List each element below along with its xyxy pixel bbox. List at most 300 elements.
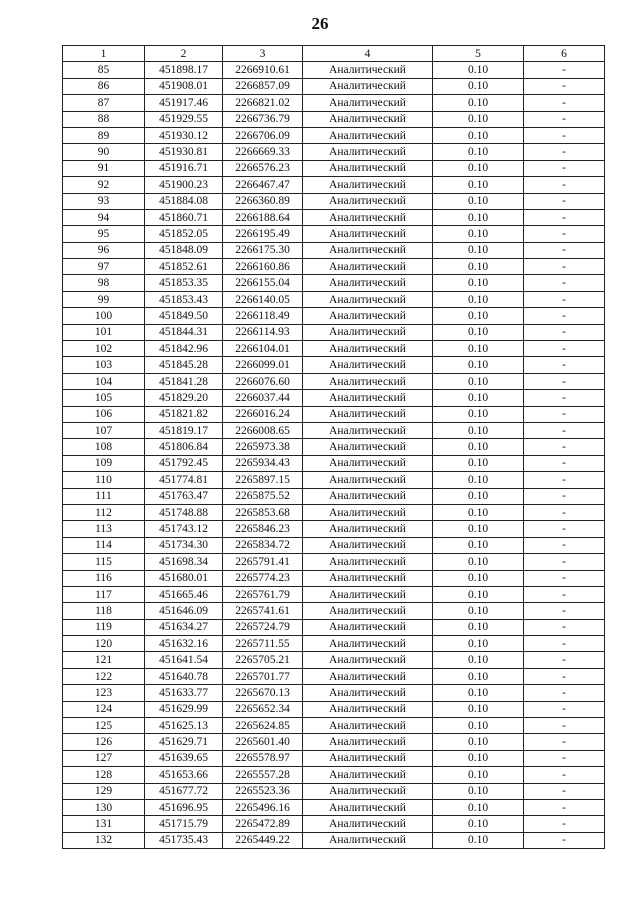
table-cell: Аналитический [303,488,433,504]
table-cell: Аналитический [303,521,433,537]
table-cell: 0.10 [433,242,524,258]
table-cell: Аналитический [303,193,433,209]
table-cell: 0.10 [433,537,524,553]
table-row [63,685,605,701]
table-row [63,275,605,291]
table-cell: 451806.84 [145,439,223,455]
table-cell: 451852.61 [145,259,223,275]
table-cell: 122 [63,668,145,684]
table-cell: 2266175.30 [223,242,303,258]
table-cell: 2265601.40 [223,734,303,750]
table-cell: 451653.66 [145,767,223,783]
table-row [63,62,605,78]
table-cell: 2265449.22 [223,832,303,848]
table-cell: Аналитический [303,685,433,701]
table-cell: 2265761.79 [223,586,303,602]
table-cell: 0.10 [433,586,524,602]
table-cell: 132 [63,832,145,848]
table-row [63,521,605,537]
table-cell: 0.10 [433,603,524,619]
table-cell: - [524,439,605,455]
table-cell: 0.10 [433,62,524,78]
table-body [63,46,605,849]
table-cell: 2266467.47 [223,177,303,193]
table-cell: 451680.01 [145,570,223,586]
table-row [63,799,605,815]
table-cell: 0.10 [433,259,524,275]
table-row [63,406,605,422]
table-row [63,734,605,750]
table-row [63,439,605,455]
table-cell: 111 [63,488,145,504]
table-cell: 451930.81 [145,144,223,160]
table-cell: Аналитический [303,177,433,193]
table-cell: 0.10 [433,767,524,783]
table-cell: Аналитический [303,209,433,225]
table-cell: 105 [63,390,145,406]
table-cell: 2266857.09 [223,78,303,94]
table-cell: Аналитический [303,160,433,176]
table-cell: 0.10 [433,341,524,357]
table-cell: 451743.12 [145,521,223,537]
table-row [63,570,605,586]
table-row [63,341,605,357]
table-cell: 2265670.13 [223,685,303,701]
table-cell: Аналитический [303,668,433,684]
table-cell: 0.10 [433,111,524,127]
table-cell: 2265791.41 [223,554,303,570]
table-cell: - [524,357,605,373]
table-cell: 451844.31 [145,324,223,340]
table-cell: 88 [63,111,145,127]
table-cell: 0.10 [433,95,524,111]
table-cell: 451849.50 [145,308,223,324]
table-row [63,504,605,520]
table-cell: 85 [63,62,145,78]
table-cell: Аналитический [303,291,433,307]
table-cell: 451916.71 [145,160,223,176]
table-cell: 87 [63,95,145,111]
table-cell: - [524,291,605,307]
table-cell: 451848.09 [145,242,223,258]
table-row [63,767,605,783]
table-cell: 451639.65 [145,750,223,766]
table-cell: 0.10 [433,422,524,438]
table-cell: 128 [63,767,145,783]
table-cell: Аналитический [303,652,433,668]
table-cell: 0.10 [433,160,524,176]
table-cell: Аналитический [303,537,433,553]
table-cell: 2265973.38 [223,439,303,455]
table-cell: 2266118.49 [223,308,303,324]
table-cell: - [524,390,605,406]
table-cell: 451632.16 [145,636,223,652]
table-cell: Аналитический [303,111,433,127]
table-cell: Аналитический [303,767,433,783]
table-cell: 0.10 [433,439,524,455]
column-header: 1 [63,46,145,62]
table-cell: - [524,767,605,783]
table-row [63,111,605,127]
table-cell: 2265724.79 [223,619,303,635]
table-cell: - [524,455,605,471]
table-cell: - [524,422,605,438]
table-cell: 2265846.23 [223,521,303,537]
table-row [63,357,605,373]
table-cell: 2266360.89 [223,193,303,209]
table-cell: - [524,816,605,832]
table-cell: Аналитический [303,144,433,160]
table-row [63,718,605,734]
table-row [63,373,605,389]
table-cell: 0.10 [433,390,524,406]
table-cell: 2265853.68 [223,504,303,520]
page-number: 26 [311,14,329,33]
table-cell: Аналитический [303,390,433,406]
table-cell: 451774.81 [145,472,223,488]
table-row [63,144,605,160]
table-cell: 2266016.24 [223,406,303,422]
table-cell: 2266188.64 [223,209,303,225]
table-cell: 2265557.28 [223,767,303,783]
table-cell: Аналитический [303,816,433,832]
table-row [63,259,605,275]
table-row [63,308,605,324]
table-cell: 451625.13 [145,718,223,734]
table-cell: 451884.08 [145,193,223,209]
table-cell: - [524,734,605,750]
table-cell: 102 [63,341,145,357]
table-cell: Аналитический [303,226,433,242]
table-cell: - [524,160,605,176]
table-cell: 451860.71 [145,209,223,225]
table-cell: Аналитический [303,127,433,143]
table-row [63,95,605,111]
table-cell: 0.10 [433,275,524,291]
table-cell: 93 [63,193,145,209]
table-cell: 104 [63,373,145,389]
table-cell: - [524,554,605,570]
table-cell: Аналитический [303,95,433,111]
table-row [63,193,605,209]
table-cell: 0.10 [433,783,524,799]
table-cell: 2266195.49 [223,226,303,242]
table-cell: 0.10 [433,750,524,766]
table-cell: 0.10 [433,734,524,750]
table-cell: 451908.01 [145,78,223,94]
table-cell: - [524,111,605,127]
table-cell: Аналитический [303,504,433,520]
table-cell: - [524,275,605,291]
table-cell: 0.10 [433,308,524,324]
table-cell: 451842.96 [145,341,223,357]
table-cell: 0.10 [433,636,524,652]
table-row [63,291,605,307]
table-cell: - [524,636,605,652]
table-cell: - [524,324,605,340]
table-cell: 92 [63,177,145,193]
table-cell: 115 [63,554,145,570]
table-row [63,783,605,799]
table-cell: - [524,373,605,389]
table-cell: Аналитический [303,373,433,389]
table-cell: - [524,783,605,799]
table-cell: - [524,668,605,684]
table-cell: Аналитический [303,78,433,94]
table-cell: Аналитический [303,750,433,766]
table-cell: - [524,832,605,848]
table-cell: - [524,127,605,143]
table-row [63,832,605,848]
table-cell: - [524,259,605,275]
table-cell: 2265711.55 [223,636,303,652]
table-row [63,209,605,225]
table-cell: 451633.77 [145,685,223,701]
table-cell: Аналитический [303,259,433,275]
table-cell: 0.10 [433,701,524,717]
table-cell: 2266099.01 [223,357,303,373]
table-cell: 451929.55 [145,111,223,127]
table-cell: 101 [63,324,145,340]
table-cell: Аналитический [303,636,433,652]
column-header: 4 [303,46,433,62]
table-cell: Аналитический [303,701,433,717]
table-cell: 0.10 [433,832,524,848]
table-cell: 108 [63,439,145,455]
table-cell: Аналитический [303,242,433,258]
table-cell: 451634.27 [145,619,223,635]
table-cell: 89 [63,127,145,143]
table-cell: 2265652.34 [223,701,303,717]
table-cell: Аналитический [303,455,433,471]
table-cell: 451841.28 [145,373,223,389]
table-row [63,668,605,684]
table-row [63,636,605,652]
table-cell: 91 [63,160,145,176]
table-cell: 0.10 [433,570,524,586]
table-row [63,750,605,766]
table-cell: 451845.28 [145,357,223,373]
table-cell: - [524,750,605,766]
table-cell: - [524,144,605,160]
table-cell: 0.10 [433,406,524,422]
table-cell: 2266140.05 [223,291,303,307]
column-header: 6 [524,46,605,62]
table-cell: Аналитический [303,734,433,750]
column-header: 3 [223,46,303,62]
table-row [63,619,605,635]
table-cell: 451735.43 [145,832,223,848]
table-cell: 451640.78 [145,668,223,684]
table-cell: 451698.34 [145,554,223,570]
table-cell: - [524,193,605,209]
table-cell: Аналитический [303,341,433,357]
table-cell: 451665.46 [145,586,223,602]
table-cell: 451629.99 [145,701,223,717]
table-cell: 129 [63,783,145,799]
table-cell: 106 [63,406,145,422]
table-cell: 451821.82 [145,406,223,422]
table-cell: 2266706.09 [223,127,303,143]
table-cell: 2265624.85 [223,718,303,734]
table-cell: - [524,718,605,734]
table-cell: - [524,488,605,504]
table-cell: 0.10 [433,668,524,684]
table-cell: 2266576.23 [223,160,303,176]
table-cell: - [524,242,605,258]
table-cell: 0.10 [433,324,524,340]
table-cell: 2265472.89 [223,816,303,832]
table-cell: 120 [63,636,145,652]
table-cell: 0.10 [433,488,524,504]
table-cell: 2265578.97 [223,750,303,766]
table-cell: Аналитический [303,275,433,291]
table-cell: Аналитический [303,308,433,324]
table-cell: 0.10 [433,619,524,635]
table-cell: Аналитический [303,799,433,815]
table-cell: 2265741.61 [223,603,303,619]
table-cell: Аналитический [303,422,433,438]
table-cell: 131 [63,816,145,832]
table-row [63,324,605,340]
table-cell: Аналитический [303,324,433,340]
table-cell: 451852.05 [145,226,223,242]
table-cell: - [524,603,605,619]
table-cell: Аналитический [303,554,433,570]
table-cell: 2266821.02 [223,95,303,111]
table-cell: Аналитический [303,603,433,619]
table-cell: 2266037.44 [223,390,303,406]
table-cell: 451898.17 [145,62,223,78]
table-cell: 451853.35 [145,275,223,291]
table-cell: 451930.12 [145,127,223,143]
coordinates-table [62,45,605,849]
table-cell: 95 [63,226,145,242]
table-cell: - [524,619,605,635]
table-header-row [63,46,605,62]
table-cell: - [524,177,605,193]
table-cell: 0.10 [433,816,524,832]
table-row [63,390,605,406]
table-row [63,472,605,488]
table-cell: 2266910.61 [223,62,303,78]
table-cell: 2265705.21 [223,652,303,668]
table-cell: 116 [63,570,145,586]
table-cell: Аналитический [303,586,433,602]
table-cell: 96 [63,242,145,258]
table-cell: - [524,62,605,78]
table-cell: 0.10 [433,373,524,389]
table-cell: 117 [63,586,145,602]
table-cell: 0.10 [433,209,524,225]
table-cell: - [524,78,605,94]
table-cell: 100 [63,308,145,324]
table-cell: 121 [63,652,145,668]
table-cell: - [524,209,605,225]
table-cell: 0.10 [433,718,524,734]
table-cell: 451696.95 [145,799,223,815]
table-cell: Аналитический [303,718,433,734]
column-header: 5 [433,46,524,62]
table-cell: 107 [63,422,145,438]
table-cell: 451853.43 [145,291,223,307]
table-row [63,127,605,143]
table-cell: 0.10 [433,799,524,815]
column-header: 2 [145,46,223,62]
table-cell: 451819.17 [145,422,223,438]
table-cell: 2265934.43 [223,455,303,471]
table-cell: - [524,504,605,520]
table-cell: Аналитический [303,619,433,635]
table-cell: 0.10 [433,177,524,193]
table-cell: 2266155.04 [223,275,303,291]
table-cell: - [524,226,605,242]
table-cell: 2266160.86 [223,259,303,275]
table-cell: 0.10 [433,291,524,307]
table-row [63,701,605,717]
table-row [63,160,605,176]
table-row [63,455,605,471]
table-cell: 2265774.23 [223,570,303,586]
table-cell: 123 [63,685,145,701]
table-cell: - [524,799,605,815]
table-cell: 114 [63,537,145,553]
table-cell: 119 [63,619,145,635]
table-cell: - [524,406,605,422]
table-cell: Аналитический [303,570,433,586]
table-cell: 2265875.52 [223,488,303,504]
table-cell: - [524,472,605,488]
table-cell: 110 [63,472,145,488]
table-cell: 2265701.77 [223,668,303,684]
table-cell: - [524,537,605,553]
table-cell: 99 [63,291,145,307]
table-cell: 451763.47 [145,488,223,504]
table-cell: 0.10 [433,455,524,471]
table-row [63,488,605,504]
table-row [63,226,605,242]
table-cell: 0.10 [433,504,524,520]
table-cell: Аналитический [303,62,433,78]
table-row [63,652,605,668]
table-row [63,603,605,619]
table-cell: - [524,652,605,668]
table-cell: 0.10 [433,127,524,143]
table-cell: 451917.46 [145,95,223,111]
table-cell: 127 [63,750,145,766]
table-cell: 112 [63,504,145,520]
table-cell: 0.10 [433,554,524,570]
table-cell: 2266114.93 [223,324,303,340]
table-row [63,177,605,193]
table-cell: 0.10 [433,226,524,242]
table-cell: 2265834.72 [223,537,303,553]
table-row [63,537,605,553]
table-cell: 451829.20 [145,390,223,406]
table-cell: 113 [63,521,145,537]
table-cell: 451792.45 [145,455,223,471]
table-cell: 451748.88 [145,504,223,520]
table-cell: 94 [63,209,145,225]
table-cell: 2266736.79 [223,111,303,127]
table-cell: Аналитический [303,439,433,455]
table-cell: 451734.30 [145,537,223,553]
table-cell: 451715.79 [145,816,223,832]
table-cell: Аналитический [303,832,433,848]
table-cell: 2265897.15 [223,472,303,488]
table-cell: Аналитический [303,783,433,799]
table-cell: 2265523.36 [223,783,303,799]
